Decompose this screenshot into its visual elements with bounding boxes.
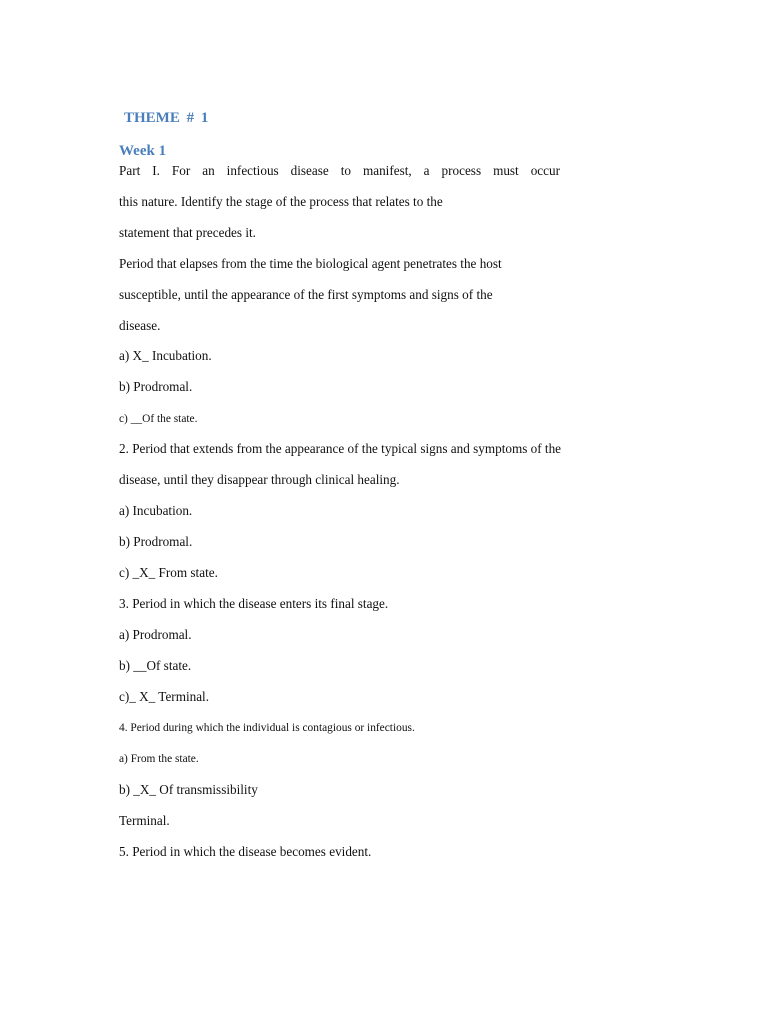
question-2-option-b: b) Prodromal. (119, 534, 193, 549)
intro-continuation-line: this nature. Identify the stage of the process that relates to the (119, 194, 443, 209)
question-3-option-b: b) __Of state. (119, 658, 192, 673)
theme-heading: THEME # 1 (124, 110, 209, 126)
question-1-line-3: disease. (119, 318, 161, 333)
question-1-line-1: Period that elapses from the time the biological agent penetrates the host (119, 256, 502, 271)
question-1-option-b: b) Prodromal. (119, 379, 193, 394)
question-1-line-2: susceptible, until the appearance of the first symptoms and signs of the (119, 287, 493, 302)
question-1-option-c: c) __Of the state. (119, 413, 198, 425)
intro-end-line: statement that precedes it. (119, 225, 256, 240)
part-one-intro-line: Part I. For an infectious disease to manifest, a process must occur (119, 163, 560, 178)
question-3-line: 3. Period in which the disease enters its final stage. (119, 596, 389, 611)
question-2-line-1: 2. Period that extends from the appearance of the typical signs and symptoms of the (119, 441, 562, 456)
question-2-option-c: c) _X_ From state. (119, 565, 218, 580)
question-4-line: 4. Period during which the individual is contagious or infectious. (119, 722, 415, 734)
question-2-line-2: disease, until they disappear through clinical healing. (119, 472, 400, 487)
question-3-option-c: c)_ X_ Terminal. (119, 689, 210, 704)
question-4-option-a: a) From the state. (119, 753, 199, 765)
week-heading: Week 1 (119, 143, 167, 159)
question-4-option-c: Terminal. (119, 813, 170, 828)
question-1-option-a: a) X_ Incubation. (119, 348, 212, 363)
question-2-option-a: a) Incubation. (119, 503, 193, 518)
question-5-line: 5. Period in which the disease becomes evident. (119, 844, 372, 859)
question-4-option-b: b) _X_ Of transmissibility (119, 782, 258, 797)
question-3-option-a: a) Prodromal. (119, 627, 192, 642)
